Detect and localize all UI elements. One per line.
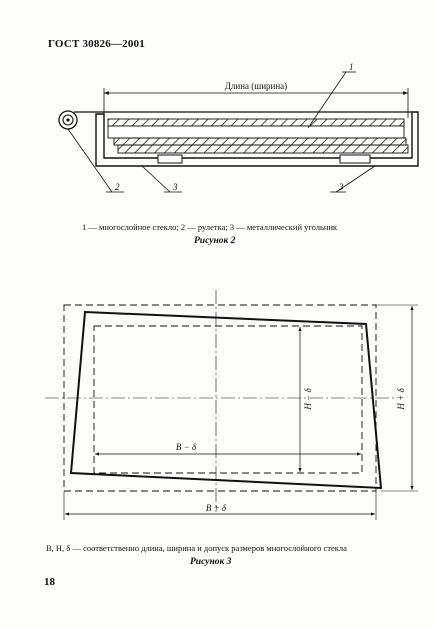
figure-2-title: Рисунок 2 [194,236,236,246]
interlayer [108,126,404,138]
figure-2-drawing [59,62,418,192]
callout-1: 1 [349,62,354,72]
label-b-minus: B − δ [175,442,197,452]
page-number: 18 [44,576,55,588]
figure-3-caption: B, H, δ — соответственно длина, ширина и допуск размеров многослойного стекла [46,543,347,553]
callout-3-left: 3 [173,182,178,192]
callout-2: 2 [115,182,120,192]
figure-3-title: Рисунок 3 [190,557,232,567]
glass-layer-top [108,119,404,126]
label-h-minus: H − δ [303,388,313,410]
label-h-plus: H + δ [396,388,406,410]
figure-2-caption: 1 — многослойное стекло; 2 — рулетка; 3 — металлический угольник [82,222,338,232]
inner-tolerance-rect [94,326,362,473]
outer-tolerance-rect [64,305,376,491]
figure-3-drawing [45,290,418,520]
label-b-plus: B + δ [205,503,227,513]
document-header: ГОСТ 30826—2001 [48,38,145,50]
callout-3-right: 3 [339,182,344,192]
dimension-label: Длина (ширина) [224,81,288,91]
glass-outline [71,312,381,488]
glass-layer-bottom [118,145,408,153]
glass-layer-middle [114,138,406,145]
